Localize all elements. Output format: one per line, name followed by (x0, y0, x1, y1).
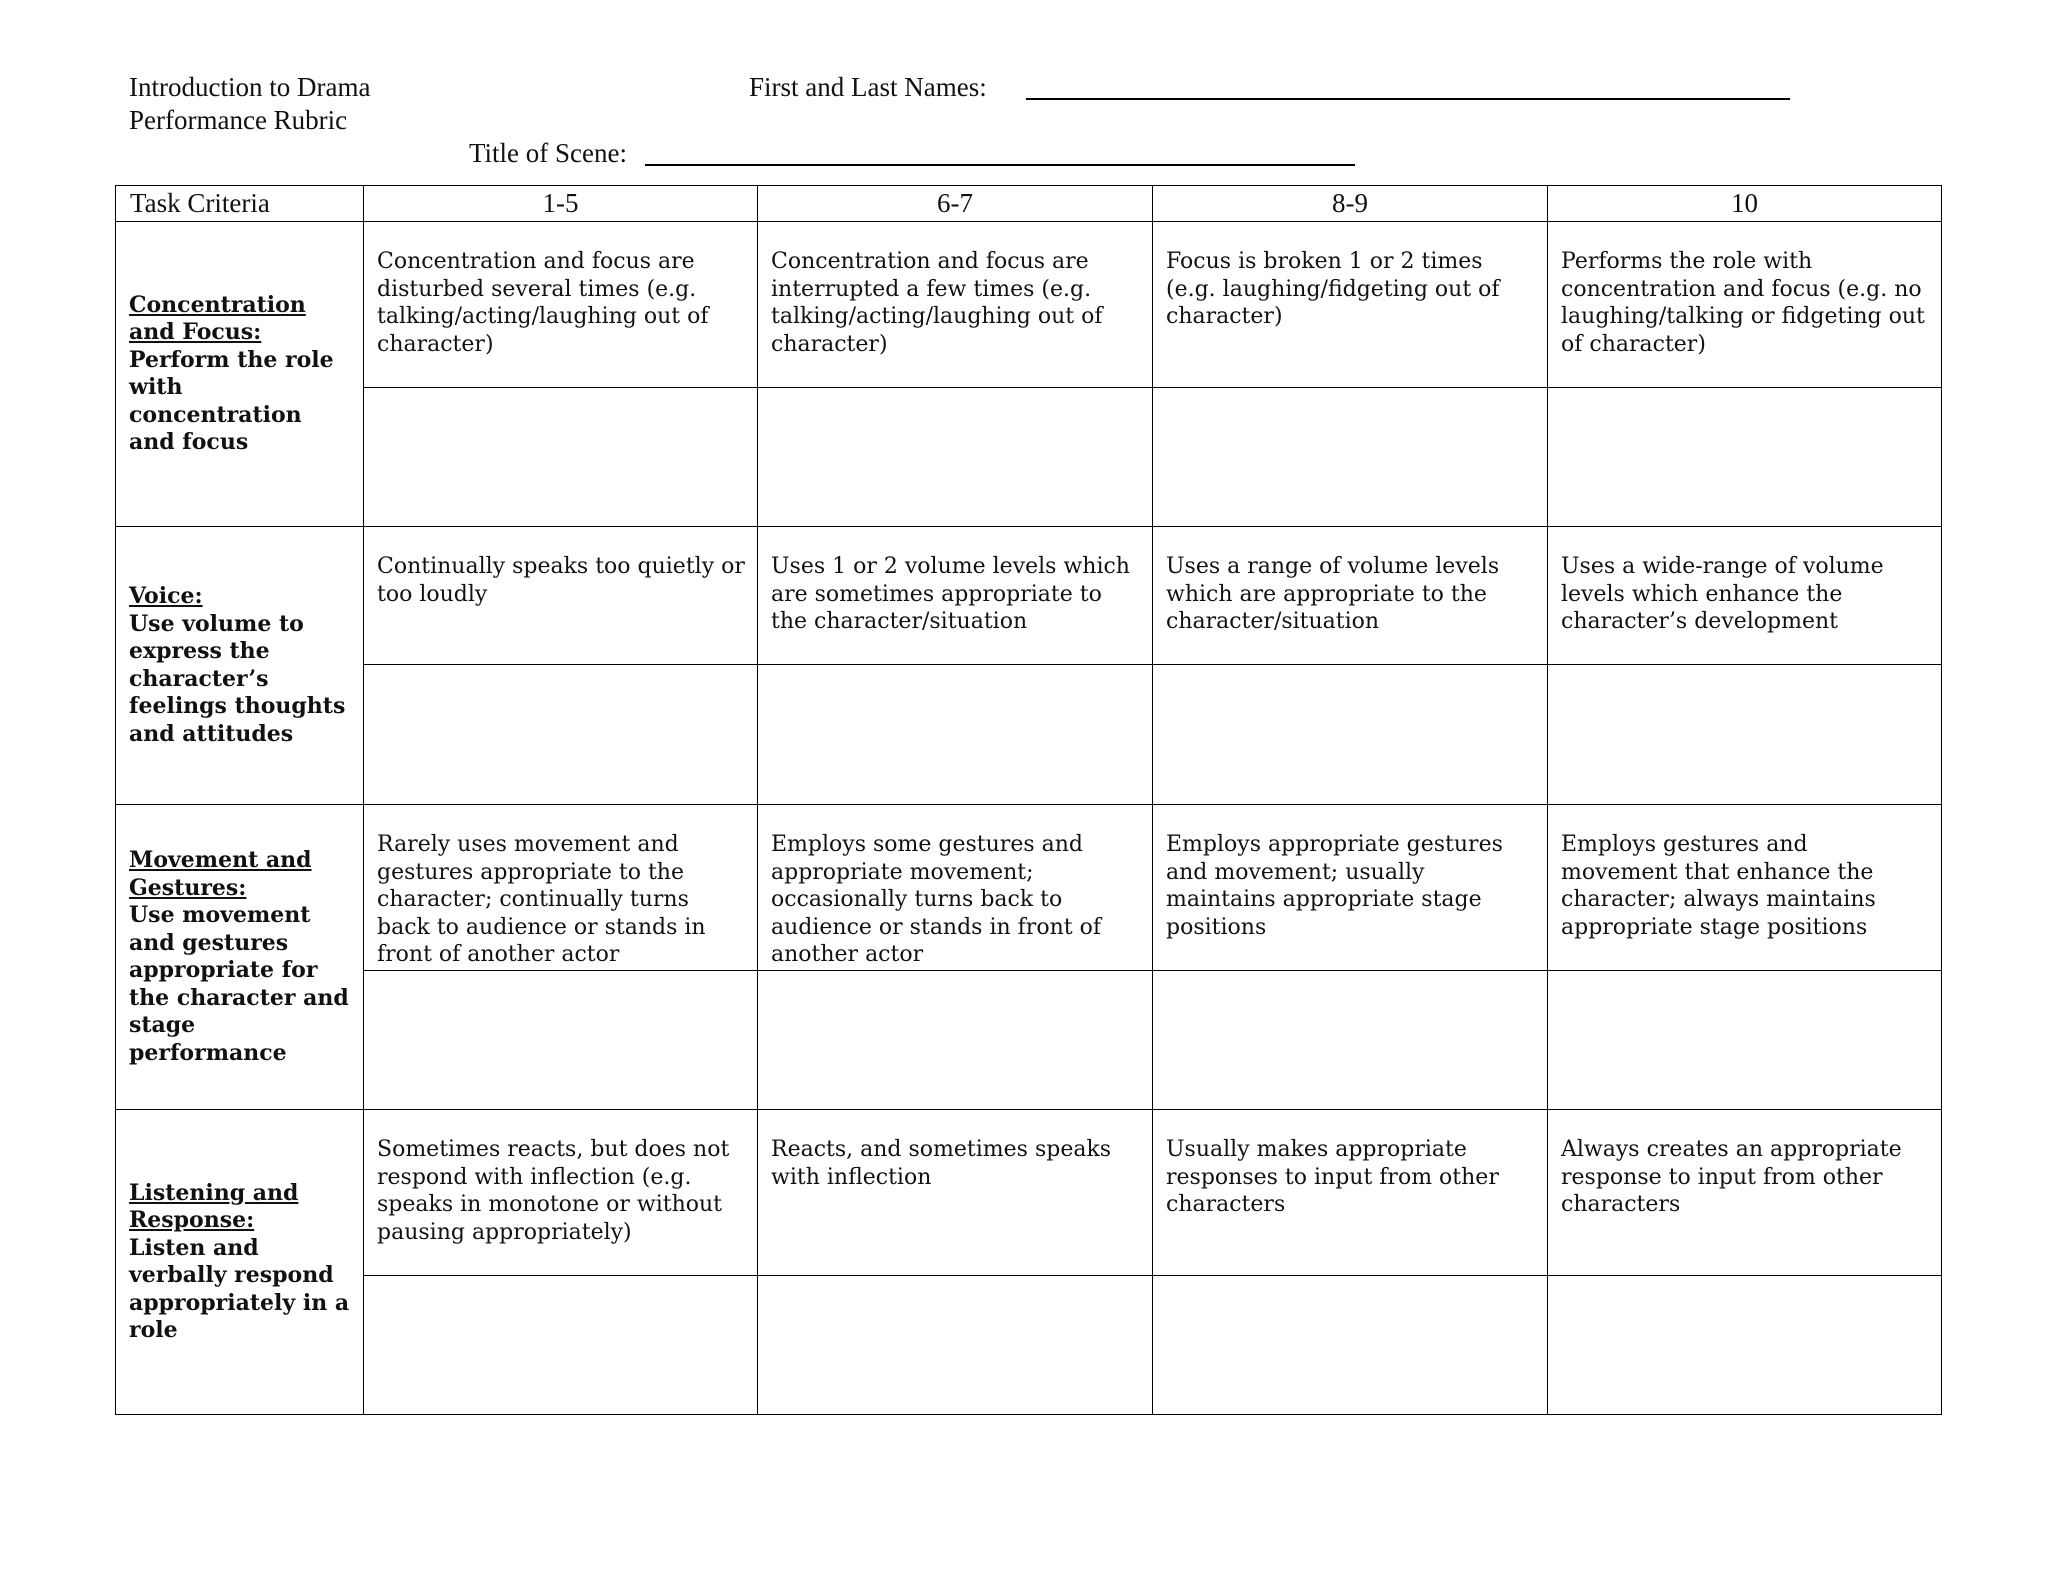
table-header-row (116, 186, 1942, 222)
level-description: Continually speaks too quietly or too loudly (364, 527, 758, 665)
score-box[interactable] (758, 388, 1153, 527)
score-box[interactable] (1153, 388, 1548, 527)
table-row (116, 1110, 1942, 1276)
level-description: Employs appropriate gestures and movement; usually maintains appropriate stage positions (1153, 805, 1548, 971)
score-box[interactable] (1153, 665, 1548, 805)
names-input-line[interactable] (1026, 98, 1790, 100)
score-row (116, 665, 1942, 805)
criterion-title: Movement and Gestures: (129, 847, 312, 901)
column-header-task-criteria: Task Criteria (116, 186, 364, 222)
score-box[interactable] (1548, 1276, 1942, 1415)
criterion-description: Use movement and gestures appropriate for the character and stage performance (129, 902, 349, 1066)
score-row (116, 971, 1942, 1110)
rubric-table (115, 185, 1942, 1415)
level-description: Focus is broken 1 or 2 times (e.g. laughing/fidgeting out of character) (1153, 222, 1548, 388)
score-box[interactable] (1548, 971, 1942, 1110)
document-title: Performance Rubric (129, 105, 348, 135)
level-description: Uses a wide-range of volume levels which enhance the character’s development (1548, 527, 1942, 665)
column-header-6-7: 6-7 (758, 186, 1153, 222)
level-description: Employs gestures and movement that enhance the character; always maintains appropriate stage positions (1548, 805, 1942, 971)
score-box[interactable] (758, 665, 1153, 805)
score-box[interactable] (758, 971, 1153, 1110)
criterion-description: Listen and verbally respond appropriately in a role (129, 1234, 350, 1343)
score-row (116, 1276, 1942, 1415)
column-header-1-5: 1-5 (364, 186, 758, 222)
criterion-title: Listening and Response: (129, 1179, 299, 1233)
score-box[interactable] (1548, 665, 1942, 805)
scene-label: Title of Scene: (469, 138, 627, 168)
table-row (116, 222, 1942, 388)
criterion-description: Perform the role with concentration and focus (129, 346, 334, 455)
criterion-title: Voice: (129, 583, 203, 609)
level-description: Concentration and focus are disturbed several times (e.g. talking/acting/laughing out of character) (364, 222, 758, 388)
criterion-cell (116, 222, 364, 527)
score-row (116, 388, 1942, 527)
score-box[interactable] (364, 971, 758, 1110)
criterion-cell (116, 527, 364, 805)
names-label: First and Last Names: (749, 72, 987, 102)
level-description: Always creates an appropriate response to input from other characters (1548, 1110, 1942, 1276)
column-header-8-9: 8-9 (1153, 186, 1548, 222)
level-description: Concentration and focus are interrupted a few times (e.g. talking/acting/laughing out of character) (758, 222, 1153, 388)
score-box[interactable] (1153, 1276, 1548, 1415)
table-row (116, 805, 1942, 971)
column-header-10: 10 (1548, 186, 1942, 222)
score-box[interactable] (1153, 971, 1548, 1110)
score-box[interactable] (1548, 388, 1942, 527)
course-title: Introduction to Drama (129, 72, 371, 102)
criterion-cell (116, 1110, 364, 1415)
level-description: Usually makes appropriate responses to input from other characters (1153, 1110, 1548, 1276)
criterion-cell (116, 805, 364, 1110)
level-description: Rarely uses movement and gestures appropriate to the character; continually turns back to audience or stands in front of another actor (364, 805, 758, 971)
score-box[interactable] (758, 1276, 1153, 1415)
table-row (116, 527, 1942, 665)
criterion-description: Use volume to express the character’s feelings thoughts and attitudes (129, 610, 346, 747)
score-box[interactable] (364, 1276, 758, 1415)
level-description: Reacts, and sometimes speaks with inflection (758, 1110, 1153, 1276)
level-description: Uses a range of volume levels which are appropriate to the character/situation (1153, 527, 1548, 665)
score-box[interactable] (364, 665, 758, 805)
scene-input-line[interactable] (645, 164, 1355, 166)
level-description: Performs the role with concentration and focus (e.g. no laughing/talking or fidgeting out of character) (1548, 222, 1942, 388)
level-description: Sometimes reacts, but does not respond with inflection (e.g. speaks in monotone or without pausing appropriately) (364, 1110, 758, 1276)
score-box[interactable] (364, 388, 758, 527)
level-description: Uses 1 or 2 volume levels which are sometimes appropriate to the character/situation (758, 527, 1153, 665)
level-description: Employs some gestures and appropriate movement; occasionally turns back to audience or stands in front of another actor (758, 805, 1153, 971)
criterion-title: Concentration and Focus: (129, 291, 306, 345)
